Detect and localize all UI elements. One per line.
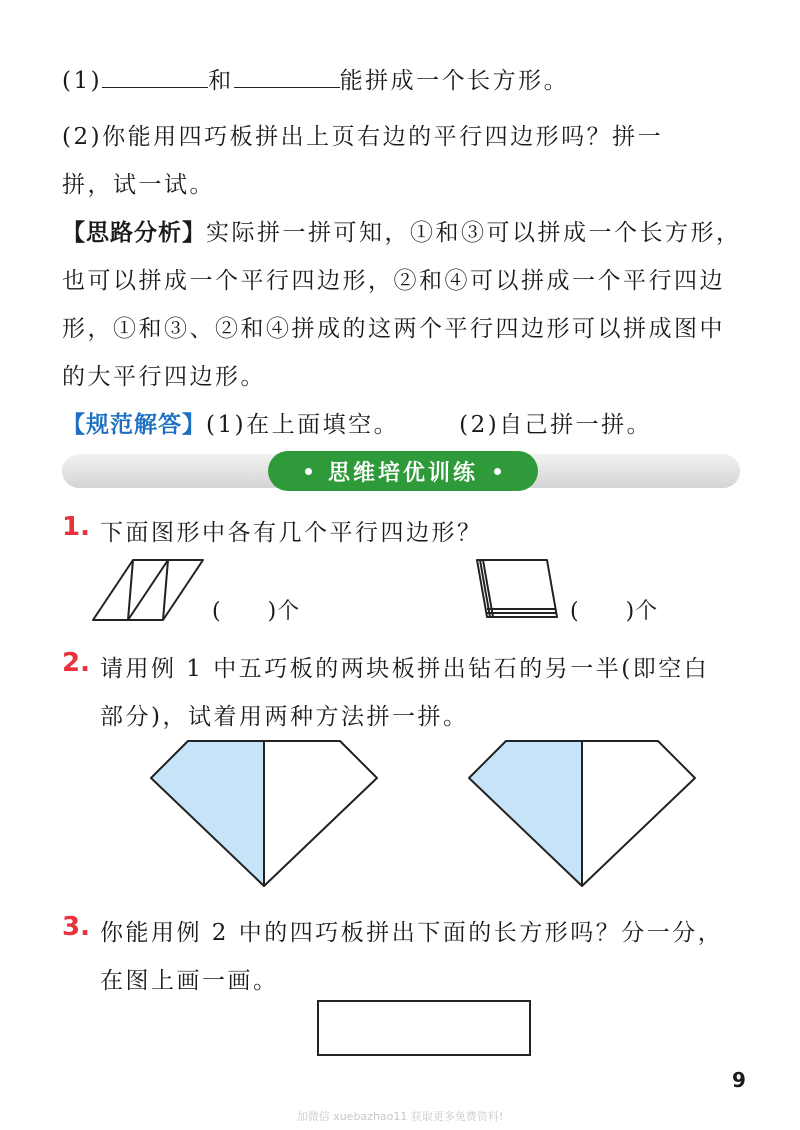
- analysis-line3: 形，①和③、②和④拼成的这两个平行四边形可以拼成图中: [62, 316, 725, 342]
- analysis-line4: 的大平行四边形。: [62, 364, 266, 390]
- analysis-line1: [62, 214, 742, 247]
- footer-watermark: 加微信 xuebazhao11 获取更多免费资料!: [296, 1110, 504, 1123]
- part1-tail: 能拼成一个长方形。: [339, 68, 570, 94]
- answer-line: [62, 406, 652, 439]
- question-3-line1: 你能用例 2 中的四巧板拼出下面的长方形吗？分一分，: [100, 920, 724, 946]
- part2-line1: (2)你能用四巧板拼出上页右边的平行四边形吗？拼一: [62, 124, 664, 150]
- banner-dot-icon: [494, 468, 501, 475]
- answer-tag: 【规范解答】: [62, 412, 206, 438]
- analysis-text1: 实际拼一拼可知，①和③可以拼成一个长方形，: [206, 220, 742, 246]
- banner-dot-icon: [305, 468, 312, 475]
- answer-blank-2[interactable]: [234, 65, 340, 88]
- answer-paren-1b[interactable]: ( )个: [570, 599, 659, 624]
- answer-paren-1a[interactable]: ( )个: [212, 599, 301, 624]
- question-1-text: 下面图形中各有几个平行四边形？: [100, 520, 483, 546]
- question-2-line1: 请用例 1 中五巧板的两块板拼出钻石的另一半(即空白: [100, 656, 710, 682]
- page-number: 9: [732, 1068, 746, 1092]
- part2-line2: 拼，试一试。: [62, 172, 215, 198]
- diamond-figure-2: [466, 738, 698, 890]
- diamond-figure-1: [148, 738, 380, 890]
- answer-text1: (1)在上面填空。: [206, 412, 400, 438]
- part1-label: (1): [62, 68, 103, 94]
- part1-conj: 和: [208, 68, 234, 94]
- parallelogram-figure-b: [474, 557, 574, 627]
- part1-line: [62, 62, 569, 95]
- section-title: 思维培优训练: [327, 460, 478, 486]
- question-2-line2: 部分)，试着用两种方法拼一拼。: [100, 704, 469, 730]
- answer-blank-1[interactable]: [102, 65, 208, 88]
- analysis-line2: 也可以拼成一个平行四边形，②和④可以拼成一个平行四边: [62, 268, 725, 294]
- question-number-2: 2.: [62, 648, 90, 678]
- rectangle-figure[interactable]: [316, 999, 532, 1057]
- answer-text2: (2)自己拼一拼。: [459, 412, 653, 438]
- question-number-1: 1.: [62, 512, 90, 542]
- question-number-3: 3.: [62, 912, 90, 942]
- question-3-line2: 在图上画一画。: [100, 968, 279, 994]
- parallelogram-figure-a: [90, 557, 230, 627]
- analysis-tag: 【思路分析】: [62, 220, 206, 246]
- section-banner: [268, 451, 538, 491]
